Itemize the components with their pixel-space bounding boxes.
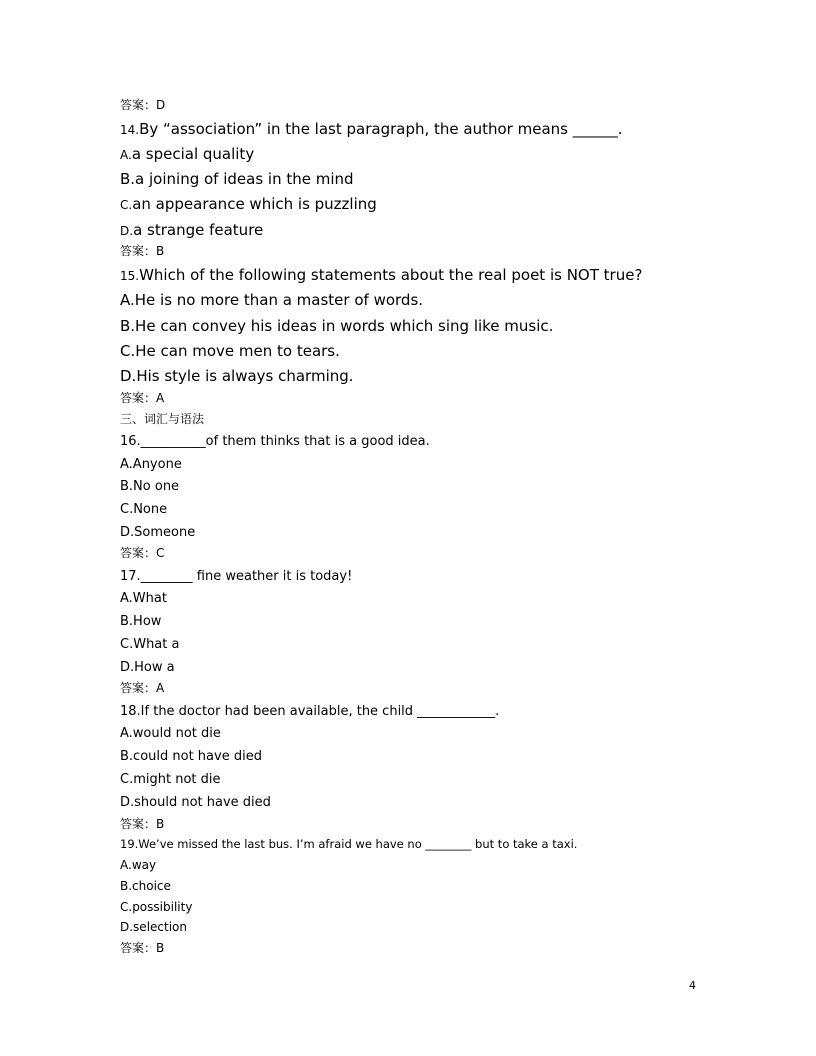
option-19-a: A.way: [120, 858, 157, 872]
option-16-c: C.None: [120, 502, 168, 517]
option-17-c: C.What a: [120, 637, 180, 652]
option-15-c: C.He can move men to tears.: [120, 342, 340, 360]
section-heading: 三、词汇与语法: [120, 412, 205, 426]
option-14-c: C.an appearance which is puzzling: [120, 195, 377, 213]
option-16-a: A.Anyone: [120, 457, 182, 472]
option-14-d: D.a strange feature: [120, 221, 264, 239]
answer-17: 答案：A: [120, 681, 165, 695]
option-18-c: C.might not die: [120, 772, 221, 787]
option-15-d: D.His style is always charming.: [120, 367, 354, 385]
page-number: 4: [689, 979, 696, 992]
question-19: 19.We’ve missed the last bus. I’m afraid we have no ________ but to take a taxi.: [120, 837, 578, 851]
option-17-b: B.How: [120, 614, 162, 629]
option-14-a: A.a special quality: [120, 145, 255, 163]
answer-13: 答案：D: [120, 98, 166, 112]
answer-18: 答案：B: [120, 817, 165, 831]
question-18: 18.If the doctor had been available, the child ____________.: [120, 704, 500, 719]
question-15: 15.Which of the following statements about the real poet is NOT true?: [120, 266, 643, 284]
answer-16: 答案：C: [120, 546, 165, 560]
question-14: 14.By “association” in the last paragraph, the author means ______.: [120, 120, 623, 138]
option-17-a: A.What: [120, 591, 167, 606]
option-19-b: B.choice: [120, 879, 171, 893]
option-15-a: A.He is no more than a master of words.: [120, 291, 424, 309]
option-17-d: D.How a: [120, 660, 175, 675]
option-15-b: B.He can convey his ideas in words which sing like music.: [120, 317, 554, 335]
answer-15: 答案：A: [120, 391, 165, 405]
question-17: 17.________ fine weather it is today!: [120, 569, 353, 584]
option-14-b: B.a joining of ideas in the mind: [120, 170, 354, 188]
option-18-d: D.should not have died: [120, 795, 271, 810]
option-18-a: A.would not die: [120, 726, 221, 741]
option-18-b: B.could not have died: [120, 749, 262, 764]
answer-14: 答案：B: [120, 244, 165, 258]
option-19-c: C.possibility: [120, 900, 193, 914]
option-16-b: B.No one: [120, 479, 180, 494]
option-19-d: D.selection: [120, 920, 187, 934]
answer-19: 答案：B: [120, 941, 165, 955]
option-16-d: D.Someone: [120, 525, 196, 540]
question-16: 16.__________of them thinks that is a good idea.: [120, 434, 430, 449]
